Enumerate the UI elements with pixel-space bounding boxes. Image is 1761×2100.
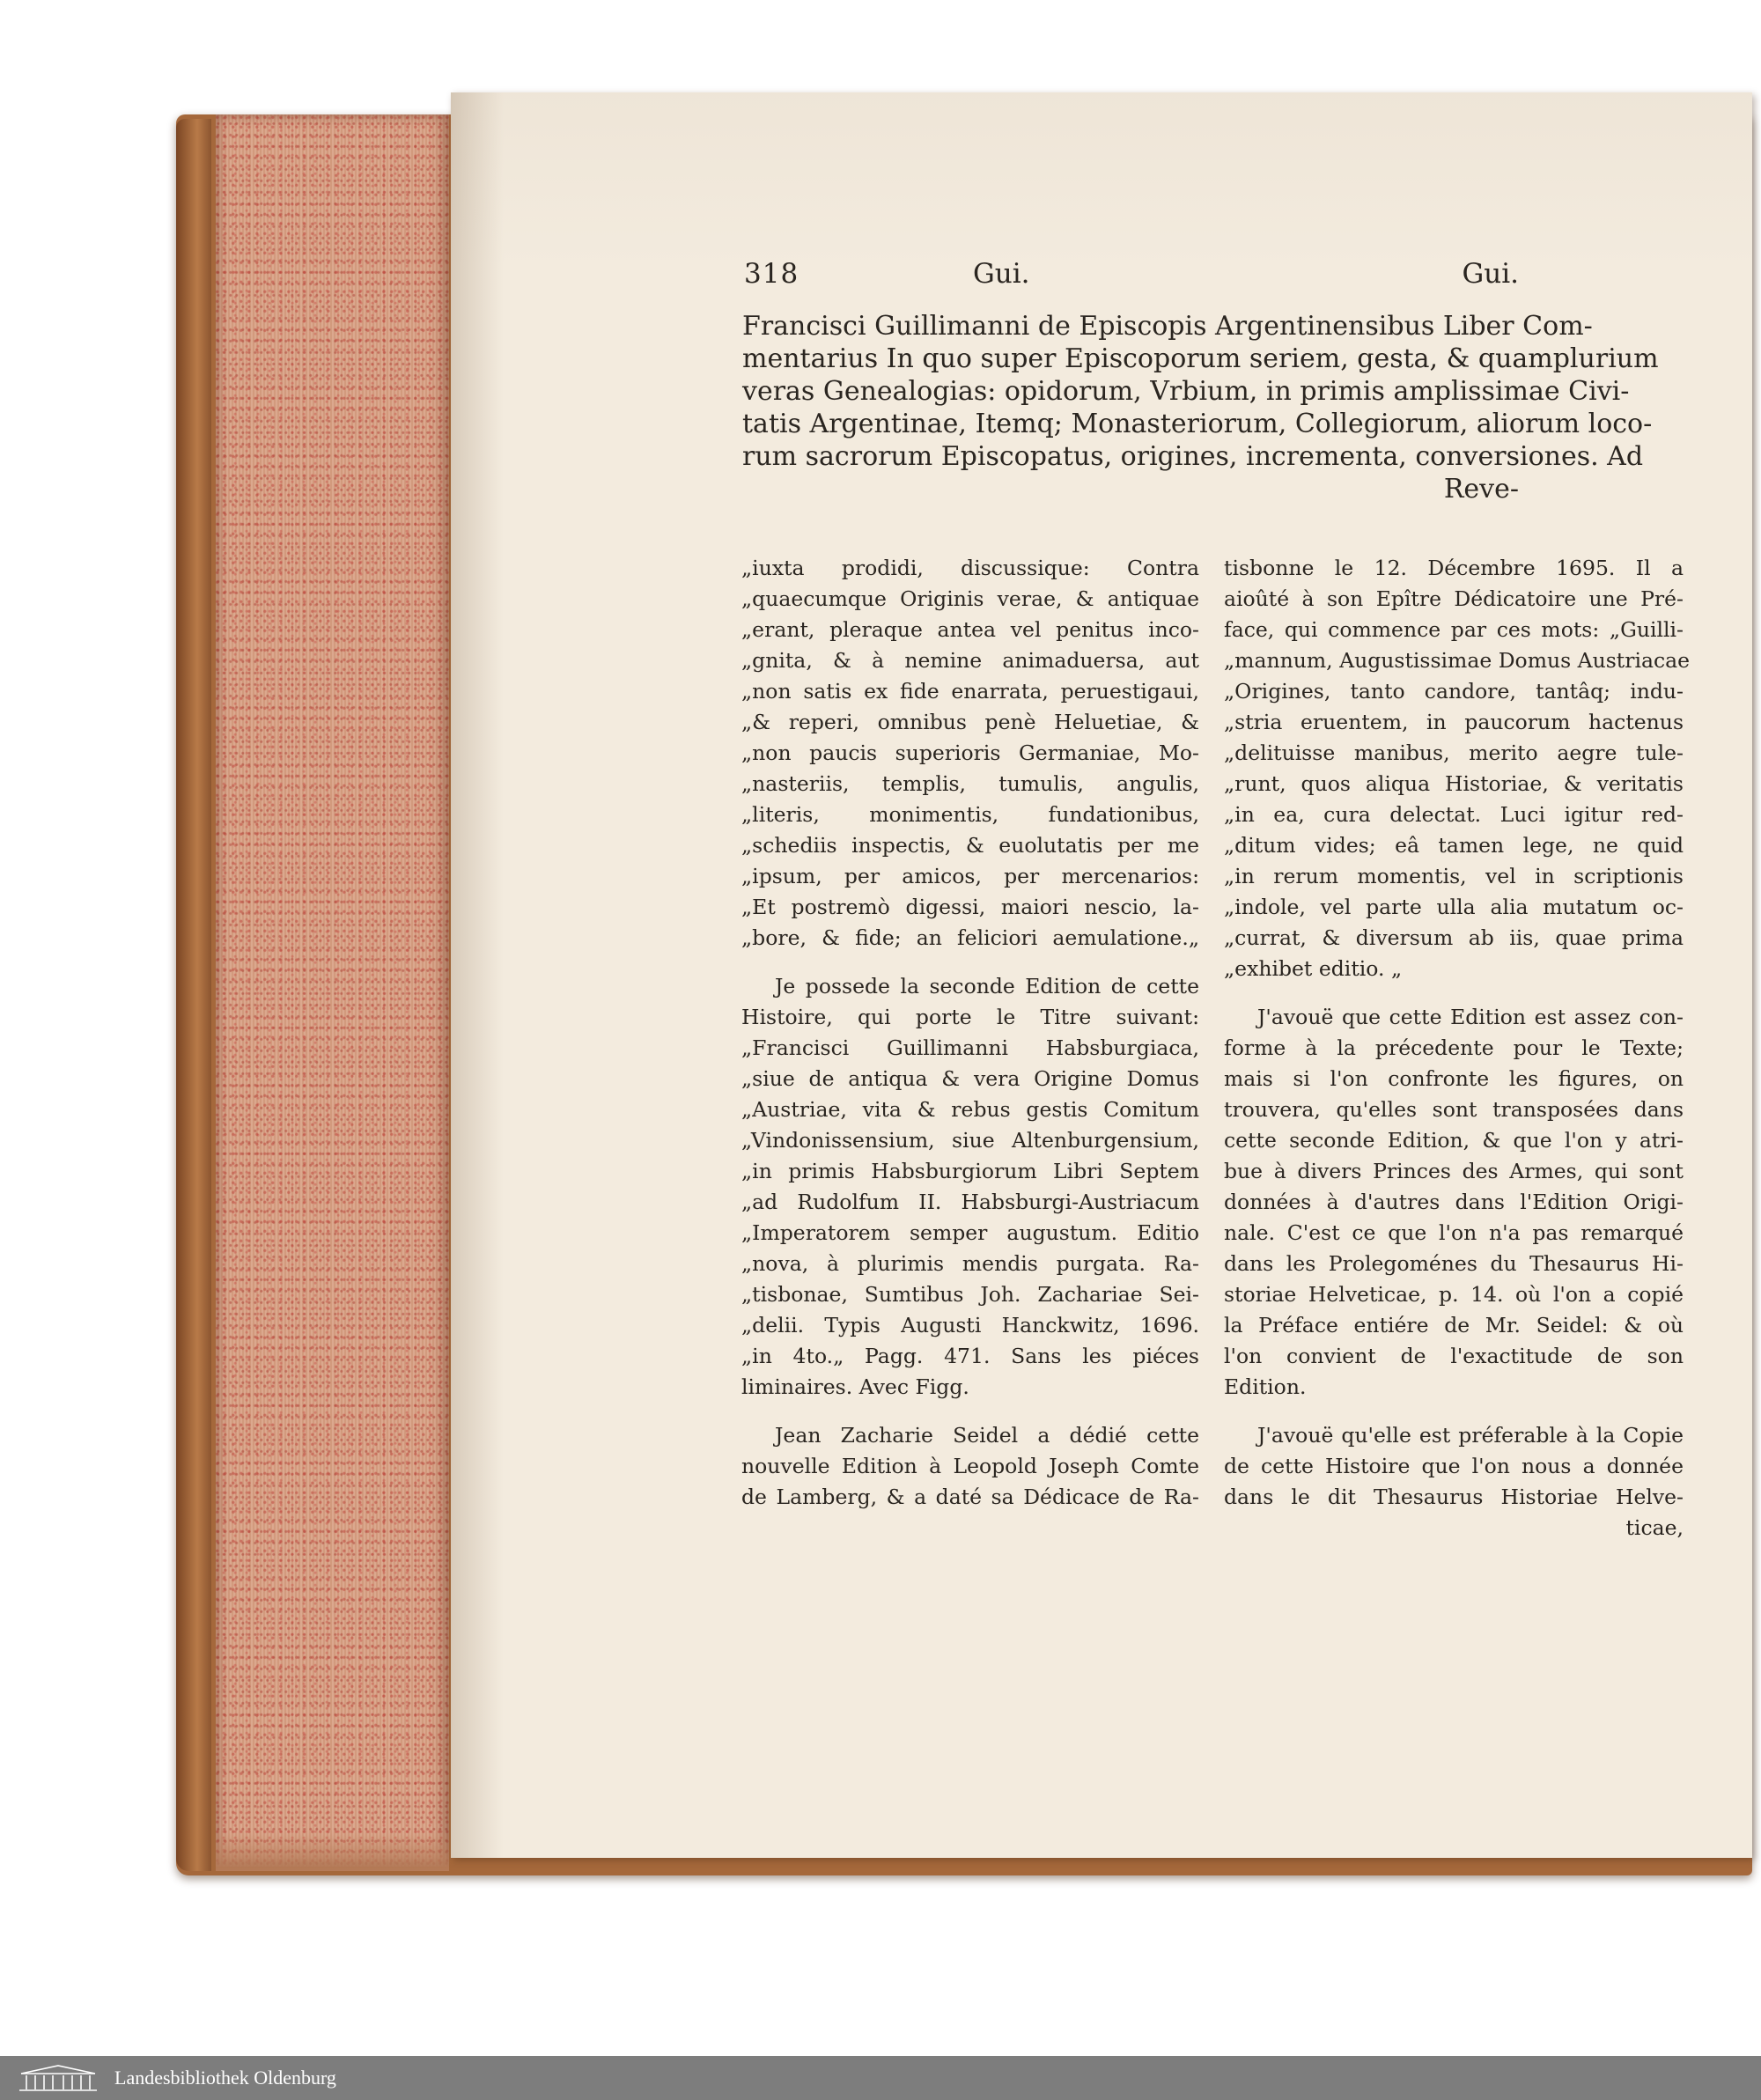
paragraph: [1224, 1420, 1684, 1544]
text-line: nale. C'est ce que l'on n'a pas remarqué: [1224, 1220, 1684, 1245]
text-line: „currat, & diversum ab iis, quae prima: [1224, 925, 1684, 950]
right-column: [1224, 553, 1691, 1561]
text-line: „in 4to.„ Pagg. 471. Sans les piéces: [741, 1344, 1199, 1368]
text-line: veras Genealogias: opidorum, Vrbium, in primis amplissimae Civi-: [742, 376, 1630, 407]
library-building-icon: [18, 2063, 99, 2093]
page-edges-bottom: [216, 1831, 449, 1871]
text-line: tisbonne le 12. Décembre 1695. Il a: [1224, 556, 1684, 580]
text-line: „exhibet editio. „: [1224, 956, 1403, 981]
text-line: „non satis ex fide enarrata, peruestigaui,: [741, 679, 1199, 704]
paragraph: [741, 971, 1199, 1403]
paragraph: [1224, 553, 1691, 984]
text-line: dans les Prolegoménes du Thesaurus Hi-: [1224, 1251, 1684, 1276]
text-line: la Préface entiére de Mr. Seidel: & où: [1224, 1313, 1684, 1337]
text-line: „Austriae, vita & rebus gestis Comitum: [741, 1097, 1199, 1122]
text-line: „Francisci Guillimanni Habsburgiaca,: [741, 1035, 1199, 1060]
text-line: „stria eruentem, in paucorum hactenus: [1224, 710, 1684, 734]
text-line: „Et postremò digessi, maiori nescio, la-: [741, 895, 1199, 919]
text-line: l'on convient de l'exactitude de son: [1224, 1344, 1684, 1368]
text-line: „delii. Typis Augusti Hanckwitz, 1696.: [741, 1313, 1199, 1337]
text-line: „schediis inspectis, & euolutatis per me: [741, 833, 1199, 858]
intro-paragraph: [742, 310, 1659, 505]
text-line: „non paucis superioris Germaniae, Mo-: [741, 741, 1199, 765]
text-line: forme à la précedente pour le Texte;: [1224, 1035, 1684, 1060]
text-line: de cette Histoire que l'on nous a donnée: [1224, 1454, 1684, 1478]
text-line: bue à divers Princes des Armes, qui sont: [1224, 1159, 1684, 1183]
text-line: Histoire, qui porte le Titre suivant:: [741, 1005, 1199, 1029]
text-line: „Vindonissensium, siue Altenburgensium,: [741, 1128, 1199, 1153]
text-line: „in ea, cura delectat. Luci igitur red-: [1224, 802, 1684, 827]
text-line: „ditum vides; eâ tamen lege, ne quid: [1224, 833, 1684, 858]
text-line: J'avouë qu'elle est préferable à la Copie: [1257, 1423, 1684, 1448]
text-line: „quaecumque Originis verae, & antiquae: [741, 586, 1199, 611]
text-line: „iuxta prodidi, discussique: Contra: [741, 556, 1199, 580]
text-line: mais si l'on confronte les figures, on: [1224, 1066, 1684, 1091]
text-line: Edition.: [1224, 1374, 1307, 1399]
text-line: storiae Helveticae, p. 14. où l'on a copié: [1224, 1282, 1684, 1307]
text-line: „siue de antiqua & vera Origine Domus: [741, 1066, 1199, 1091]
text-line: „& reperi, omnibus penè Heluetiae, &: [741, 710, 1199, 734]
text-line: Francisci Guillimanni de Episcopis Argentinensibus Liber Com-: [742, 311, 1593, 342]
paragraph: [741, 1420, 1199, 1513]
text-line: „runt, quos aliqua Historiae, & veritatis: [1224, 771, 1684, 796]
paragraph: [1224, 1002, 1684, 1403]
text-line: „gnita, & à nemine animaduersa, aut: [741, 648, 1199, 673]
text-line: rum sacrorum Episcopatus, origines, incrementa, conversiones. Ad: [742, 441, 1644, 472]
text-line: „indole, vel parte ulla alia mutatum oc-: [1224, 895, 1684, 919]
text-line: „bore, & fide; an feliciori aemulatione.„: [741, 925, 1199, 950]
text-line: „erant, pleraque antea vel penitus inco-: [741, 617, 1199, 642]
running-head-right: Gui.: [1462, 258, 1519, 290]
text-line: „Imperatorem semper augustum. Editio: [741, 1220, 1199, 1245]
text-line: liminaires. Avec Figg.: [741, 1374, 969, 1399]
text-line: trouvera, qu'elles sont transposées dans: [1224, 1097, 1684, 1122]
book-spine: [176, 119, 211, 1871]
text-line: „in rerum momentis, vel in scriptionis: [1224, 864, 1684, 888]
institution-name: Landesbibliothek Oldenburg: [114, 2067, 336, 2089]
text-line: de Lamberg, & a daté sa Dédicace de Ra-: [741, 1485, 1199, 1509]
text-line: „tisbonae, Sumtibus Joh. Zachariae Sei-: [741, 1282, 1199, 1307]
catchword: ticae,: [1625, 1515, 1684, 1540]
text-line: aioûté à son Epître Dédicatoire une Pré-: [1224, 586, 1684, 611]
text-line: face, qui commence par ces mots: „Guilli-: [1224, 617, 1684, 642]
text-line: „ipsum, per amicos, per mercenarios:: [741, 864, 1199, 888]
text-line: „Origines, tanto candore, tantâq; indu-: [1224, 679, 1684, 704]
running-head-left: Gui.: [973, 258, 1030, 290]
running-head: [744, 258, 1519, 302]
text-line: „mannum, Augustissimae Domus Austriacae: [1224, 648, 1691, 673]
text-line: dans le dit Thesaurus Historiae Helve-: [1224, 1485, 1684, 1509]
page-edges: [216, 114, 449, 1867]
left-column: [741, 553, 1199, 1530]
text-line: Jean Zacharie Seidel a dédié cette: [775, 1423, 1199, 1448]
text-line: données à d'autres dans l'Edition Origi-: [1224, 1190, 1684, 1214]
catchword: Reve-: [1443, 474, 1519, 505]
text-line: Je possede la seconde Edition de cette: [775, 974, 1199, 998]
paragraph: [741, 553, 1199, 954]
text-line: „nova, à plurimis mendis purgata. Ra-: [741, 1251, 1199, 1276]
text-line: „in primis Habsburgiorum Libri Septem: [741, 1159, 1199, 1183]
footer-bar: [0, 2056, 1761, 2100]
text-line: J'avouë que cette Edition est assez con-: [1257, 1005, 1684, 1029]
text-line: „nasteriis, templis, tumulis, angulis,: [741, 771, 1199, 796]
text-line: mentarius In quo super Episcoporum seriem, gesta, & quamplurium: [742, 343, 1659, 374]
text-line: tatis Argentinae, Itemq; Monasteriorum, Collegiorum, aliorum loco-: [742, 409, 1653, 439]
text-line: „ad Rudolfum II. Habsburgi-Austriacum: [741, 1190, 1199, 1214]
page-number: 318: [744, 258, 799, 290]
text-line: „delituisse manibus, merito aegre tule-: [1224, 741, 1684, 765]
text-line: nouvelle Edition à Leopold Joseph Comte: [741, 1454, 1199, 1478]
text-line: cette seconde Edition, & que l'on y atri-: [1224, 1128, 1684, 1153]
text-line: „literis, monimentis, fundationibus,: [741, 802, 1199, 827]
